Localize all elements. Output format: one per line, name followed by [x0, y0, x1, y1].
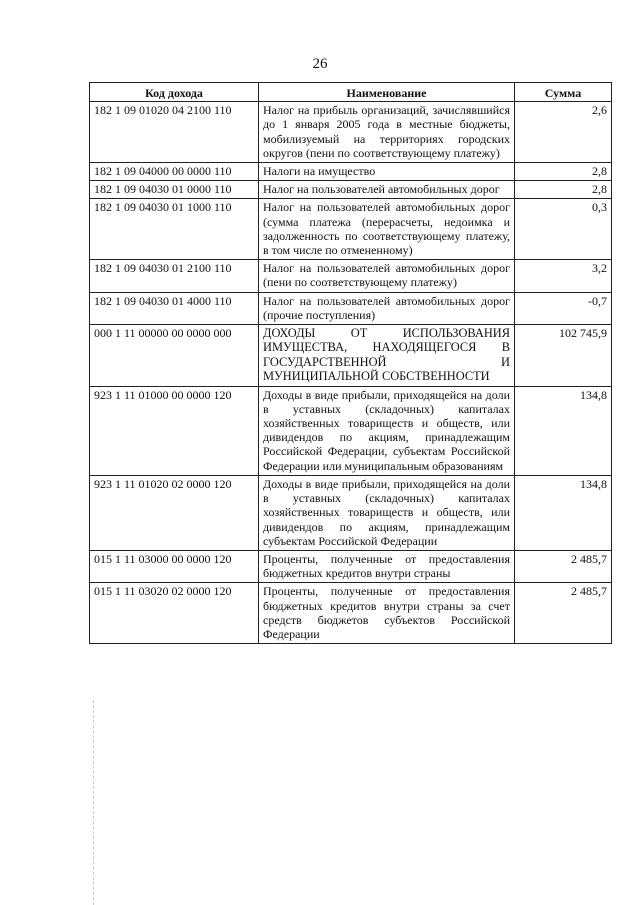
income-sum: -0,7	[515, 292, 612, 324]
table-row	[90, 102, 612, 163]
table-row	[90, 260, 612, 292]
income-code: 182 1 09 04030 01 4000 110	[90, 292, 259, 324]
scan-artifact-line	[93, 700, 94, 905]
income-code: 923 1 11 01000 00 0000 120	[90, 386, 259, 475]
income-code: 923 1 11 01020 02 0000 120	[90, 475, 259, 550]
income-sum: 2,8	[515, 181, 612, 199]
income-code: 182 1 09 04030 01 0000 110	[90, 181, 259, 199]
income-name: ДОХОДЫ ОТ ИСПОЛЬЗОВАНИЯ ИМУЩЕСТВА, НАХОДЯЩЕГОСЯ В ГОСУДАРСТВЕННОЙ И МУНИЦИПАЛЬНОЙ СОБСТВЕННОСТИ	[259, 325, 515, 387]
page-number: 26	[312, 56, 328, 72]
income-name: Налог на пользователей автомобильных дорог	[259, 181, 515, 199]
table-header-row	[90, 83, 612, 102]
table-row	[90, 325, 612, 387]
table-row	[90, 386, 612, 475]
table-row	[90, 292, 612, 324]
income-sum: 2,8	[515, 163, 612, 181]
income-name: Проценты, полученные от предоставления бюджетных кредитов внутри страны	[259, 550, 515, 582]
income-sum: 2 485,7	[515, 583, 612, 644]
income-code: 015 1 11 03000 00 0000 120	[90, 550, 259, 582]
income-code: 182 1 09 04030 01 2100 110	[90, 260, 259, 292]
income-name: Налог на пользователей автомобильных дорог (прочие поступления)	[259, 292, 515, 324]
income-sum: 134,8	[515, 386, 612, 475]
table-row	[90, 550, 612, 582]
table-row	[90, 181, 612, 199]
income-name: Доходы в виде прибыли, приходящейся на доли в уставных (складочных) капиталах хозяйственных товариществ и обществ, или дивидендов по акциям, принадлежащим субъектам Российской Федерации	[259, 475, 515, 550]
header-name: Наименование	[259, 83, 515, 102]
income-sum: 3,2	[515, 260, 612, 292]
table-row	[90, 583, 612, 644]
income-name: Налог на пользователей автомобильных дорог (сумма платежа (перерасчеты, недоимка и задолженность по соответствующему платежу, в том числе по отмененному)	[259, 199, 515, 260]
income-name: Налог на прибыль организаций, зачислявшийся до 1 января 2005 года в местные бюджеты, мобилизуемый на территориях городских округов (пени по соответствующему платежу)	[259, 102, 515, 163]
income-code: 182 1 09 01020 04 2100 110	[90, 102, 259, 163]
table-row	[90, 475, 612, 550]
income-name: Доходы в виде прибыли, приходящейся на доли в уставных (складочных) капиталах хозяйственных товариществ и обществ, или дивидендов по акциям, принадлежащим Российской Федерации, субъектам Российской Федерации или муниципальным образованиям	[259, 386, 515, 475]
income-code: 015 1 11 03020 02 0000 120	[90, 583, 259, 644]
income-name: Проценты, полученные от предоставления бюджетных кредитов внутри страны за счет средств бюджетов субъектов Российской Федерации	[259, 583, 515, 644]
income-code: 182 1 09 04030 01 1000 110	[90, 199, 259, 260]
table-row	[90, 163, 612, 181]
table-row	[90, 199, 612, 260]
income-table	[89, 82, 612, 644]
income-sum: 134,8	[515, 475, 612, 550]
income-sum: 102 745,9	[515, 325, 612, 387]
income-name: Налог на пользователей автомобильных дорог (пени по соответствующему платежу)	[259, 260, 515, 292]
income-sum: 2 485,7	[515, 550, 612, 582]
income-code: 182 1 09 04000 00 0000 110	[90, 163, 259, 181]
income-code: 000 1 11 00000 00 0000 000	[90, 325, 259, 387]
income-sum: 0,3	[515, 199, 612, 260]
income-sum: 2,6	[515, 102, 612, 163]
header-code: Код дохода	[90, 83, 259, 102]
income-name: Налоги на имущество	[259, 163, 515, 181]
header-sum: Сумма	[515, 83, 612, 102]
